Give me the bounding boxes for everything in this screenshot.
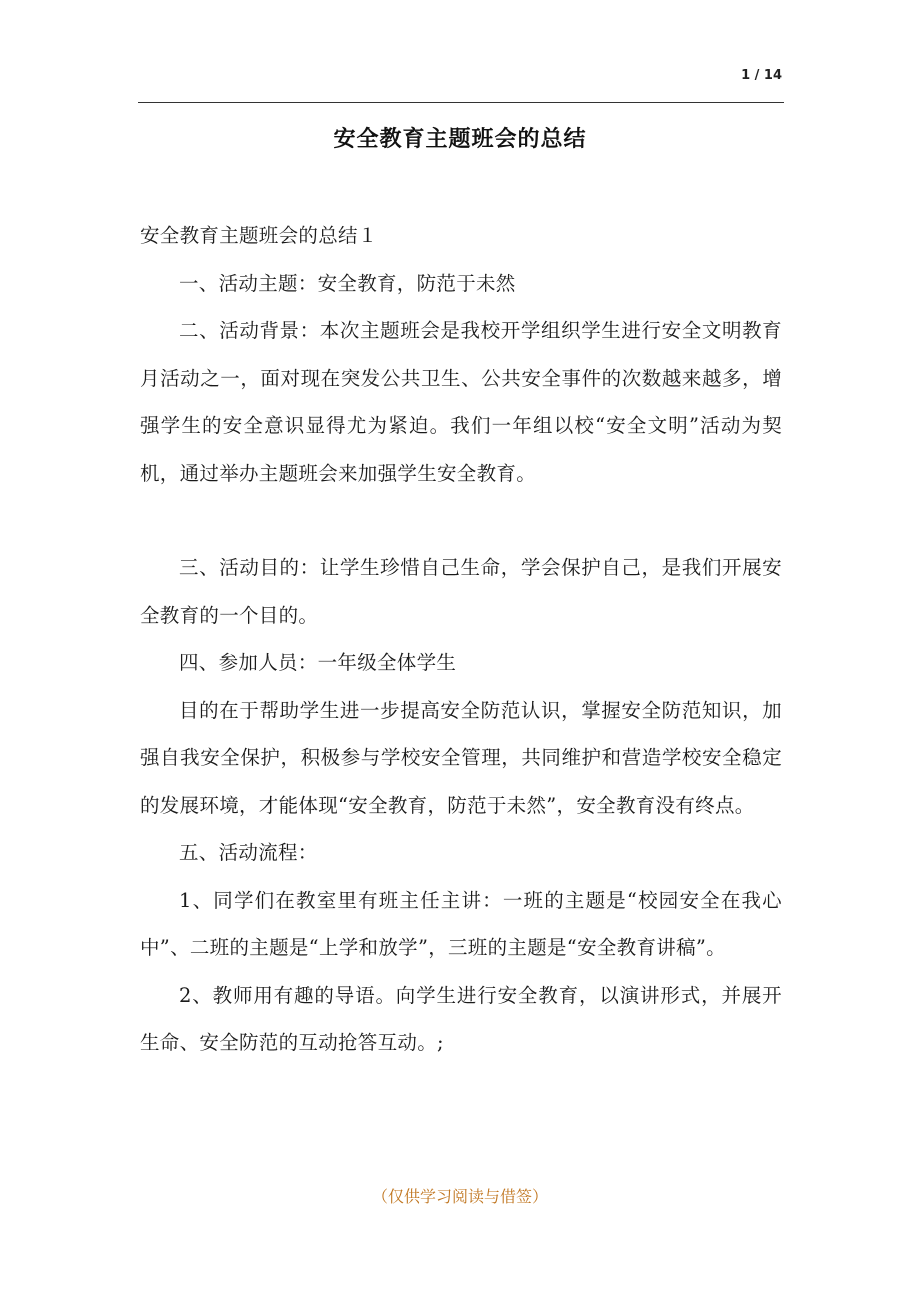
paragraph-step-2: 2、教师用有趣的导语。向学生进行安全教育，以演讲形式，并展开生命、安全防范的互动抢答互动。; xyxy=(140,983,782,1054)
paragraph-process-heading: 五、活动流程： xyxy=(179,841,318,864)
paragraph-step-1: 1、同学们在教室里有班主任主讲：一班的主题是“校园安全在我心中”、二班的主题是“上学和放学”，三班的主题是“安全教育讲稿”。 xyxy=(140,888,782,959)
paragraph-participants: 四、参加人员：一年级全体学生 xyxy=(179,651,457,674)
paragraph-purpose: 三、活动目的：让学生珍惜自己生命，学会保护自己，是我们开展安全教育的一个目的。 xyxy=(140,556,782,627)
paragraph-goal: 目的在于帮助学生进一步提高安全防范认识，掌握安全防范知识，加强自我安全保护，积极参与学校安全管理，共同维护和营造学校安全稳定的发展环境，才能体现“安全教育，防范于未然”，安全教育没有终点。 xyxy=(140,698,782,817)
footer-note: （仅供学习阅读与借签） xyxy=(371,1187,548,1206)
paragraph-background: 二、活动背景：本次主题班会是我校开学组织学生进行安全文明教育月活动之一，面对现在突发公共卫生、公共安全事件的次数越来越多，增强学生的安全意识显得尤为紧迫。我们一年组以校“安全文明”活动为契机，通过举办主题班会来加强学生安全教育。 xyxy=(140,319,782,485)
document-title: 安全教育主题班会的总结 xyxy=(333,126,587,152)
paragraph-theme: 一、活动主题：安全教育，防范于未然 xyxy=(179,271,516,295)
header-divider xyxy=(138,102,784,103)
document-body xyxy=(140,212,782,1067)
page-number: 1 / 14 xyxy=(741,68,782,83)
section-heading: 安全教育主题班会的总结１ xyxy=(140,224,378,247)
